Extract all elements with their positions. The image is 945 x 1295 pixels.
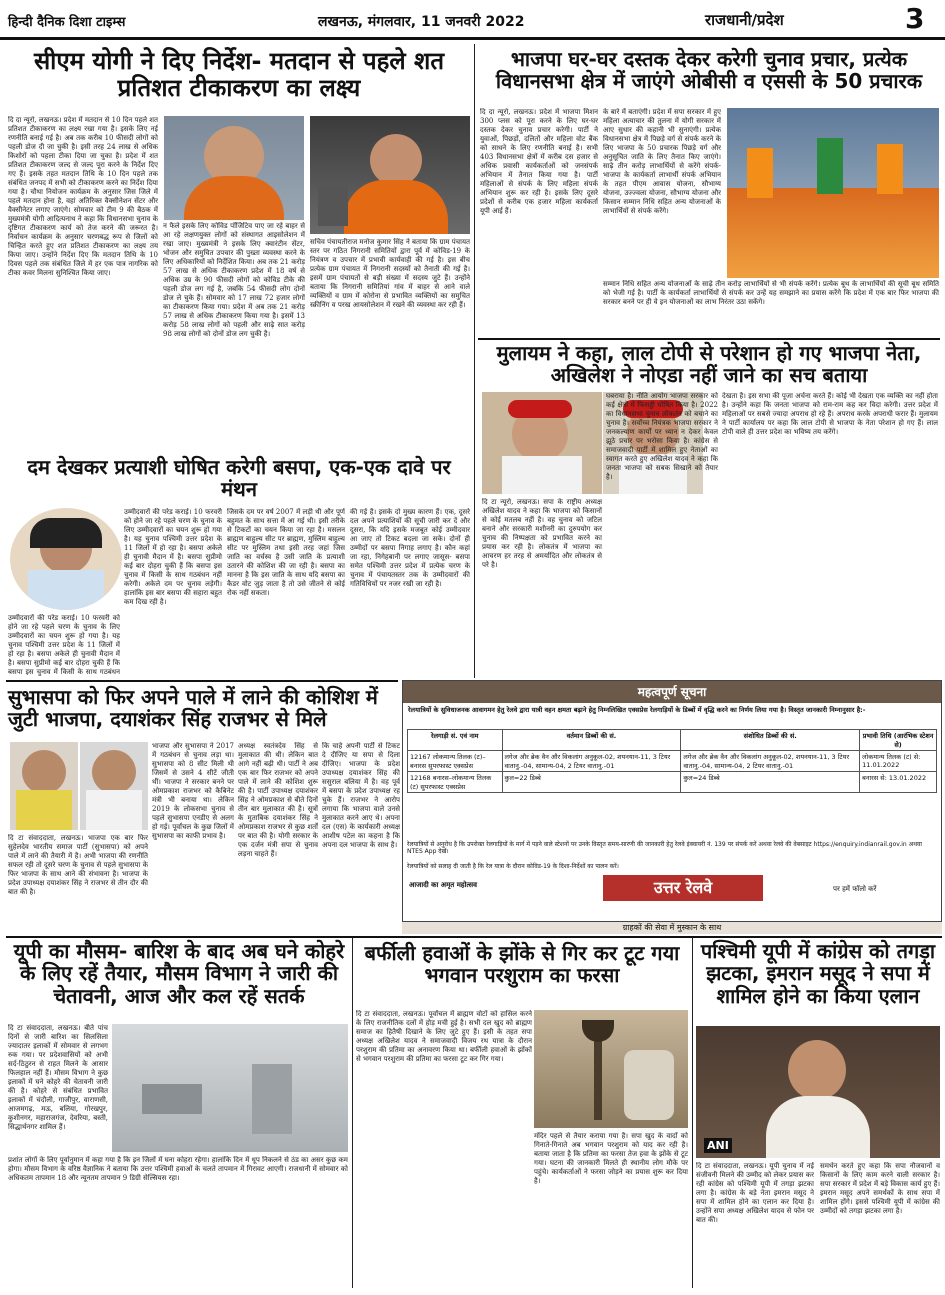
railway-notice — [402, 680, 942, 922]
story-bjp-col2: के बारे में बताएंगी। प्रदेश में सपा सरकार में हुए महिला अत्याचार की तुलना में योगी सरकार में आए सुधार की कहानी भी सुनाएंगी। प्रत्येक विधानसभा क्षेत्र में पिछड़े वर्ग से संपर्क करने के लिए भाजपा के 50 प्रचारक पिछड़े वर्ग और अनुसूचित जाति के लिए तैनात किए जाएंगे। साढ़े तीन करोड़ लाभार्थियों से करेंगे संपर्क- भाजपा के कार्यकर्ता लाभार्थी संपर्क अभियान के तहत पीएम आवास योजना, सौभाग्य योजना, उज्ज्वला योजना, सौभाग्य योजना और किसान सम्मान निधि सहित अन्य योजनाओं के लाभार्थियों से संपर्क करेंगे। — [603, 108, 721, 215]
social-follow: पर हमें फॉलो करें — [833, 885, 877, 893]
photo-mulayam-singh — [482, 392, 602, 494]
azadi-logo: आजादी का अमृत महोत्सव — [409, 881, 478, 889]
story-sbsp-col2: भाजपा और सुभासपा ने 2017 में गठबंधन से चुनाव लड़ा था। सुभासपा को 8 सीट मिली थी जिसमें से उसने 4 सीटें जीती थीं। भाजपा ने सरकार बनने पर ओमप्रकाश राजभर को कैबिनेट मंत्री भी बनाया था। लेकिन 2019 के लोकसभा चुनाव से पहले सुभासपा एनडीए से अलग हो गई। पूर्वांचल के कुछ जिलों में सुभासपा का काफी प्रभाव है। — [152, 742, 234, 840]
headline-vaccination: सीएम योगी ने दिए निर्देश- मतदान से पहले शत प्रतिशत टीकाकरण का लक्ष्य — [33, 47, 445, 102]
paper-name: हिन्दी दैनिक दिशा टाइम्स — [8, 15, 126, 30]
table-row — [408, 772, 937, 793]
story-vaccination-col3: सचिव पंचायतीराज मनोज कुमार सिंह ने बताया कि ग्राम पंचायत स्तर पर गठित निगरानी समितियों द्वारा पूर्व में कोविड-19 के नियंत्रण व उपचार में प्रभावी कार्यवाही की गई है। इस बीच प्रत्येक ग्राम पंचायत में निगरानी सदस्यों को तैनाती की गई है। इसमें ग्राम पंचायतों से बड़ी संख्या में सदस्य जुटे हैं। उन्होंने बताया कि निगरानी समितियां गांव में बाहर से आने वाले व्यक्तियों व ग्राम में कोरोना से प्रभावित व्यक्तियों का समुचित स्क्रीनिंग व परख आयसोलेशन में रखने की व्यवस्था कर रही हैं। — [310, 238, 470, 309]
story-weather-col2: प्रशांत लोगों के लिए पूर्वानुमान में कहा गया है कि इन जिलों में घना कोहरा रहेगा। हालांकि दिन में धूप निकलने से ठंड का असर कुछ कम होगा। मौसम विभाग के वरिष्ठ वैज्ञानिक ने बताया कि उत्तर पश्चिमी हवाओं के चलते तापमान में गिरावट आएगी। राजधानी में सोमवार को अधिकतम तापमान 18 और न्यूनतम तापमान 9 डिग्री सेल्सियस रहा। — [8, 1156, 348, 1182]
notice-col-header: रेलगाड़ी सं. एवं नाम — [408, 730, 503, 751]
notice-table-header — [408, 730, 937, 751]
headline-bsp: दम देखकर प्रत्याशी घोषित करेगी बसपा, एक-एक दावे पर मंथन — [27, 455, 451, 502]
table-row — [408, 751, 937, 772]
story-vaccination-col2: न फैले इसके लिए कोविड पॉजिटिव पाए जा रहे बाहर से आ रहे लक्षणयुक्त लोगों को संस्थागत आइसोलेशन में रखा जाए। मुख्यमंत्री ने इसके लिए क्वारंटीन सेंटर, भोजन और समुचित उपचार की पुख्ता व्यवस्था करने के लिए अधिकारियों को निर्देशित किया। अब तक 21 करोड़ 57 लाख से अधिक टीकाकरण प्रदेश में 18 वर्ष से अधिक उम्र के 90 फीसदी लोगों को कोविड टीके की पहली डोज लग गई है, जबकि 54 फीसदी लोग दोनों डोज ले चुके हैं। सोमवार को 17 लाख 72 हजार लोगों का टीकाकरण किया गया। प्रदेश में अब तक 21 करोड़ 57 लाख से अधिक टीकाकरण किया गया है। इसमें 13 करोड़ 58 लाख लोगों को पहली और साढ़े सात करोड़ 98 लाख लोगों को दोनों डोज लग चुकी है। — [163, 222, 305, 338]
table-cell: लगेज और ब्रेक वैन और विकलांग अनुकूल-02, शयनयान-11, 3 टियर वातानु.-04, सामान्य-04, 2 टियर वातानु.-01 — [681, 751, 860, 772]
story-mulayam-col1: दि टा न्यूरो, लखनऊ। सपा के राष्ट्रीय अध्यक्ष अखिलेश यादव ने कहा कि भाजपा को किसानों से कोई मतलब नहीं है। वह चुनाव को जटिल बनाने और सरकारी मशीनरी का दुरुपयोग कर चुनाव की निष्पक्षता को प्रभावित करने का प्रयास कर रही है। लोकतंत्र में भाजपा का आचरण हर तरह से अमर्यादित और लोकतंत्र से परे है। — [482, 498, 602, 569]
headline-bjp-campaign: भाजपा घर-घर दस्तक देकर करेगी चुनाव प्रचार, प्रत्येक विधानसभा क्षेत्र में जाएंगे ओबीसी व एससी के 50 प्रचारक — [495, 47, 923, 94]
photo-mayawati — [10, 508, 122, 610]
photo-parshuram-statue — [534, 1010, 688, 1128]
table-cell: कुल=24 डिब्बे — [681, 772, 860, 793]
story-mulayam-col3: देखता है। इस सभा की पूजा अर्चना करते हैं। कोई भी देखता एक व्यक्ति का नहीं होता है। उन्होंने कहा कि जनता भाजपा को राम-राम कह कर विदा करेगी। उत्तर प्रदेश में महिलाओं पर सबसे ज्यादा अपराध हो रहे हैं। अपराध करके अपराधी फरार हैं। मुलायम ने पार्टी कार्यालय पर कहा कि लाल टोपी से भाजपा के नेता परेशान हो गए हैं। लाल टोपी वाले ही उत्तर प्रदेश का भविष्य तय करेंगे। — [722, 392, 938, 436]
headline-imran-masood: पश्चिमी यूपी में कांग्रेस को तगड़ा झटका, इमरान मसूद ने सपा में शामिल होने का किया एलान — [700, 939, 936, 1008]
notice-table — [407, 729, 937, 793]
notice-col-header: प्रभावी तिथि (आरंभिक स्टेशन से) — [860, 730, 937, 751]
notice-col-header: वर्तमान डिब्बों की सं. — [502, 730, 681, 751]
story-bsp-col3: की गई है। इसके दो मुख्य कारण हैं। एक, दूसरे दल अपने प्रत्याशियों की सूची जारी कर दें और दूसरा, कि यदि इसके मजबूत कोई उम्मीदवार आ जाए तो टिकट बदला जा सके। दोनों ही उम्मीदों पर बसपा निगाह लगाए है। कौन कहां जा रहा, निगेहबानी पर लगाए जासूस- बसपा समेत पश्चिमी उत्तर प्रदेश में प्रत्येक चरण के चुनाव में पंचायतस्तर तक के उम्मीदवारों की गतिविधियों पर नजर रखी जा रही है। — [350, 508, 470, 588]
story-bsp-col0: उम्मीदवारों की परेड कराई। 10 फरवरी को होने जा रहे पहले चरण के चुनाव के लिए उम्मीदवारों का चयन शुरू हो गया है। यह चुनाव पश्चिमी उत्तर प्रदेश के 11 जिलों में हो रहा है। बसपा अकेले ही चुनावी मैदान में है। बसपा सुप्रीमो कई बार दोहरा चुकी हैं कि बसपा इस चुनाव में किसी के साथ गठबंधन — [8, 614, 120, 676]
photo-yogi-adityanath — [164, 116, 304, 220]
story-imran-col1: दि टा संवाददाता, लखनऊ। यूपी चुनाव में नई संजीवनी मिलने की उम्मीद को लेकर प्रयास कर रही कांग्रेस को पश्चिमी यूपी में तगड़ा झटका लगा है। कांग्रेस के बड़े नेता इमरान मसूद ने सपा में शामिल होने का एलान कर दिया है। उन्होंने सपा अध्यक्ष अखिलेश यादव से फोन पर बात की। — [696, 1162, 814, 1224]
photo-bjp-rally — [727, 108, 939, 278]
ani-logo: ANI — [704, 1138, 732, 1153]
dateline: लखनऊ, मंगलवार, 11 जनवरी 2022 — [318, 14, 525, 30]
photo-yogi-speaking — [310, 116, 470, 234]
story-parshuram-col2: मंदिर पहले से तैयार कराया गया है। सपा खुद के वादों को गिनाते-गिनाते अब भगवान परशुराम को याद कर रही है। बताया जाता है कि प्रतिमा का फरसा तेज हवा के झोंके से टूट गया। घटना की जानकारी मिलते ही स्थानीय लोग मौके पर पहुंचे। कार्यकर्ताओं ने फरसा जोड़ने का प्रयास शुरू कर दिया है। — [534, 1132, 688, 1185]
story-sbsp-col1: दि टा संवाददाता, लखनऊ। भाजपा एक बार फिर सुहेलदेव भारतीय समाज पार्टी (सुभासपा) को अपने पाले में लाने की तैयारी में है। अभी भाजपा की रणनीति सफल रही तो दूसरे चरण के चुनाव से पहले सुभासपा के फिर भाजपा के साथ आने की संभावना है। भाजपा के प्रदेश उपाध्यक्ष दयाशंकर सिंह ने राजभर से तीन दौर की बात की है। — [8, 834, 148, 896]
notice-intro: रेलयात्रियों के सुविधाजनक आवागमन हेतु रेलवे द्वारा यात्री वहन क्षमता बढ़ाने हेतु निम्नलिखित एक्सप्रेस रेलगाड़ियों के डिब्बों में वृद्धि करने का निर्णय लिया गया है। विस्तृत जानकारी निम्नानुसार है:- — [408, 706, 866, 714]
notice-service-strip: ग्राहकों की सेवा में मुस्कान के साथ — [402, 922, 942, 934]
story-bjp-col3: सम्मान निधि सहित अन्य योजनाओं के साढ़े तीन करोड़ लाभार्थियों से भी संपर्क करेंगे। प्रत्येक बूथ के लाभार्थियों की सूची बूथ समिति को भेजी गई है। पार्टी के कार्यकर्ता लाभार्थियों से संपर्क कर उन्हें यह समझाने का प्रयास करेंगे कि प्रदेश में एक बार फिर भाजपा की सरकार बनने पर ही वे इन योजनाओं का लाभ निरंतर उठा सकेंगे। — [603, 280, 939, 306]
story-sbsp-col3: अध्यक्ष स्वतंत्रदेव सिंह से मुलाकात की थी। लेकिन बात आगे नहीं बढ़ी थी। पार्टी ने अब एक बार फिर राजभर को अपने पाले में लाने की कोशिश शुरू की है। पार्टी उपाध्यक्ष दयाशंकर सिंह ने ओमप्रकाश से बीते दिनों तीन बार मुलाकात की है। सूत्रों के मुताबिक दयाशंकर सिंह ने ओमप्रकाश राजभर से कुछ शर्तों पर बात की है। योगी सरकार के एक दर्जन मंत्री सपा से चुनाव लड़ना चाहते हैं। — [238, 742, 318, 858]
photo-om-prakash-rajbhar — [10, 742, 78, 830]
northern-railway-brand: उत्तर रेलवे — [603, 875, 763, 901]
table-cell: लगेज और ब्रेक वैन और विकलांग अनुकूल-02, शयनयान-11, 3 टियर वातानु.-04, सामान्य-04, 2 टियर वातानु.-01 — [502, 751, 681, 772]
page-number: 3 — [905, 2, 925, 35]
table-cell: बनारस से: 13.01.2022 — [860, 772, 937, 793]
story-parshuram-col1: दि टा संवाददाता, लखनऊ। पूर्वांचल में ब्राह्मण वोटों को हासिल करने के लिए राजनीतिक दलों में होड़ मची हुई है। सभी दल खुद को ब्राह्मण समाज का हितैषी दिखाने के लिए जुटे हुए हैं। इसी के तहत सपा अध्यक्ष अखिलेश यादव ने समाजवादी विजय रथ यात्रा के दौरान परशुराम की प्रतिमा का अनावरण किया था। बर्फीली हवाओं के झोंकों से भगवान परशुराम की प्रतिमा का फरसा टूट कर गिर गया। — [356, 1010, 532, 1063]
table-cell: लोकमान्य तिलक (ट) से: 11.01.2022 — [860, 751, 937, 772]
table-cell: 12168 बनारस–लोकमान्य तिलक (ट) सुपरफास्ट एक्सप्रेस — [408, 772, 503, 793]
story-sbsp-col4: कि चाहे अपनी पार्टी से टिकट दे दीजिए या सपा से दिला दीजिए। भाजपा के प्रदेश उपाध्यक्ष दयाशंकर सिंह की ससुराल बलिया में है। वह पूर्व में बसपा के प्रदेश उपाध्यक्ष रह चुके हैं। राजभर ने आरोप लगाया कि भाजपा वाले उनसे मुलाकात करने आए थे। अपना दल (एस) के कार्यकारी अध्यक्ष आशीष पटेल का कहना है कि अपना दल भाजपा के साथ है। — [322, 742, 400, 849]
masthead — [0, 0, 945, 40]
headline-mulayam: मुलायम ने कहा, लाल टोपी से परेशान हो गए भाजपा नेता, अखिलेश ने नोएडा नहीं जाने का सच बताया — [496, 341, 922, 388]
table-cell: कुल=22 डिब्बे — [502, 772, 681, 793]
story-bjp-col1: दि दा न्यूरो, लखनऊ। प्रदेश में भाजपा मिशन 300 प्लस को पूरा करने के लिए घर-घर दस्तक देकर चुनाव प्रचार करेगी। पार्टी ने युवाओं, पिछड़ों, दलितों और महिला वोट बैंक को साधने के लिए रणनीति बनाई है। सभी 403 विधानसभा क्षेत्रों में करीब दस हजार से अधिक प्रवासी कार्यकर्ताओं को जनसंपर्क अभियान में तैनात किया गया है। पार्टी महिलाओं से संपर्क के लिए महिला संपर्क अभियान शुरू कर रही है। इसके लिए दूसरे प्रदेशों से करीब एक हजार महिला कार्यकर्ता यूपी आई हैं। — [480, 108, 598, 215]
story-bsp-col2: जिसके दम पर वर्ष 2007 में लड़ी थी और पूर्ण बहुमत के साथ सत्ता में आ गई थी। इसी तरीके से टिकटों का चयन किया जा रहा है। मसलन ब्राह्मण बाहुल्य सीट पर ब्राह्मण, मुस्लिम बाहुल्य सीट पर मुस्लिम तथा इसी तरह जहां जिस जाति का वर्चस्व है उसी जाति के प्रत्याशी उतारने की कोशिश की जा रही है। बसपा का मानना है कि इस जाति के साथ यदि बसपा का कैडर वोट जुड़ जाता है तो उसे जीतने से कोई रोक नहीं सकता। — [227, 508, 345, 597]
headline-sbsp: सुभासपा को फिर अपने पाले में लाने की कोशिश में जुटी भाजपा, दयाशंकर सिंह राजभर से मिले — [8, 685, 378, 732]
story-mulayam-col2: घबराया है। नीति आयोग भाजपा सरकार को कई क्षेत्रों में फिसड्डी घोषित किया है। 2022 का विधानसभा चुनाव लोकतंत्र को बचाने का चुनाव है। सर्वोच्च नियंत्रक भाजपा सरकार ने जनकल्याण कार्यों पर ध्यान न देकर केवल झूठे प्रचार पर भरोसा किया है। कांग्रेस से समाजवादी पार्टी में शामिल हुए नेताओं का स्वागत करते हुए अखिलेश यादव ने कहा कि जनता भाजपा को सबक सिखाने को तैयार है। — [606, 392, 718, 481]
story-bsp-col1: उम्मीदवारों की परेड कराई। 10 फरवरी को होने जा रहे पहले चरण के चुनाव के लिए उम्मीदवारों का चयन शुरू हो गया है। यह चुनाव पश्चिमी उत्तर प्रदेश के 11 जिलों में हो रहा है। बसपा अकेले ही चुनावी मैदान में है। बसपा सुप्रीमो कई बार दोहरा चुकी हैं कि बसपा इस चुनाव में किसी के साथ गठबंधन नहीं करेगी। अकेले दम पर चुनाव लड़ेगी। हालांकि इस बार बसपा की सहारा बहुत कम दिख रही है। — [124, 508, 222, 606]
story-vaccination-col1: दि दा न्यूरो, लखनऊ। प्रदेश में मतदान से 10 दिन पहले शत प्रतिशत टीकाकरण का लक्ष्य रखा गया है। इसके लिए नई रणनीति बनाई गई है। अब तक करीब 10 फीसदी लोगों को पहली डोज दी जा चुकी है। इसी तरह 24 लाख से अधिक किशोरों को पहला टीका दिया जा चुका है। प्रदेश में शत प्रतिशत टीकाकरण जल्द से जल्द पूरा करने के निर्देश दिए गए हैं। इसके तहत मतदान तिथि के 10 दिन पहले तक संबंधित जनपद में सभी को टीकाकरण करने का निर्देश दिया गया है। चौथा नियोजन कार्यक्रम के अनुसार जिस जिले में पहले मतदान होना है, वहां अतिरिक्त वैक्सीनेशन सेंटर और वैक्सीनेटर लगाए जाएंगे। सोमवार को टीम 9 की बैठक में मुख्यमंत्री योगी आदित्यनाथ ने कहा कि विधानसभा चुनाव के दृष्टिगत टीकाकरण कार्य को तेज करने की जरूरत है। निर्वाचन कार्यक्रम के अनुसार चरणबद्ध रूप से जिलों को चिन्हित करते हुए शत प्रतिशत टीकाकरण का लक्ष्य तय किया जाए। उन्होंने निर्देश दिए कि मतदान तिथि के 10 दिवस पहले तक संबंधित जिले में हर एक पात्र नागरिक को टीका कवर मिलना सुनिश्चित किया जाए। — [8, 116, 158, 277]
table-cell: 12167 लोकमान्य तिलक (ट)–बनारस सुपरफास्ट एक्सप्रेस — [408, 751, 503, 772]
headline-parshuram: बर्फीली हवाओं के झोंके से गिर कर टूट गया भगवान परशुराम का फरसा — [364, 941, 680, 988]
story-imran-col2: समर्थन करते हुए कहा कि सपा नौजवानों व किसानों के लिए काम करने वाली सरकार है। सपा सरकार में प्रदेश में बड़े विकास कार्य हुए हैं। इमरान मसूद अपने समर्थकों के साथ सपा में शामिल होंगे। इससे पश्चिमी यूपी में कांग्रेस की उम्मीदों को तगड़ा झटका लगा है। — [820, 1162, 940, 1215]
photo-dayashankar-singh — [80, 742, 148, 830]
section-name: राजधानी/प्रदेश — [705, 11, 784, 29]
notice-title: महत्वपूर्ण सूचना — [403, 681, 941, 703]
photo-imran-masood — [696, 1026, 940, 1158]
notice-covid-advice: रेलयात्रियों को सलाह दी जाती है कि रेल यात्रा के दौरान कोविड-19 के दिशा-निर्देशों का पालन करें। — [407, 863, 619, 870]
photo-fog — [112, 1024, 348, 1152]
notice-footnote: रेलयात्रियों से अनुरोध है कि उपरोक्त रेलगाड़ियों के मार्ग में पड़ने वाले स्टेशनों पर उनके विस्तृत समय-सारणी की जानकारी हेतु रेलवे इंक्वायरी नं. 139 पर संपर्क करें अथवा रेलवे की वेबसाइट https://enquiry.indianrail.gov.in अथवा NTES App देखें। — [407, 841, 922, 855]
notice-col-header: संशोधित डिब्बों की सं. — [681, 730, 860, 751]
headline-weather: यूपी का मौसम- बारिश के बाद अब घने कोहरे के लिए रहें तैयार, मौसम विभाग ने जारी की चेतावनी, आज और कल रहें सतर्क — [13, 939, 345, 1008]
story-weather-col1: दि टा संवाददाता, लखनऊ। बीते पांच दिनों से जारी बारिश का सिलसिला ज्यादातर इलाकों में सोमवार से लगभग रुक गया। पर प्रदेशवासियों को अभी सर्द-ठिठुरन से राहत मिलने के आसार फिलहाल नहीं हैं। मौसम विभाग ने कुछ इलाकों में घने कोहरे की चेतावनी जारी की है। कोहरे से संबंधित प्रभावित इलाकों में चंदौली, गाजीपुर, वाराणसी, आजमगढ़, मऊ, बलिया, गोरखपुर, कुशीनगर, महाराजगंज, देवरिया, बस्ती, सिद्धार्थनगर शामिल हैं। — [8, 1024, 108, 1131]
